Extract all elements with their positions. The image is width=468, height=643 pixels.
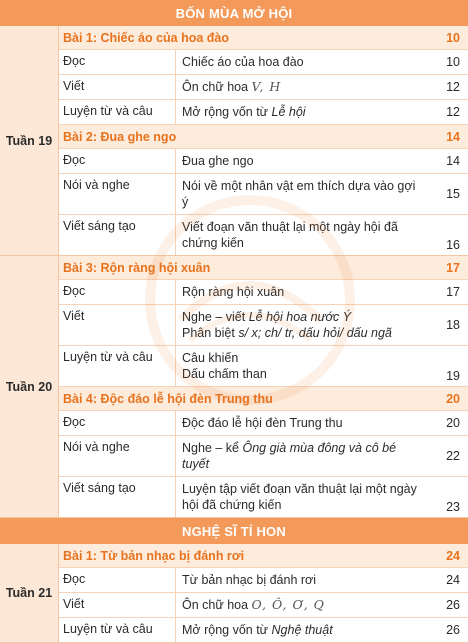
content-prefix: Ôn chữ hoa [182, 80, 249, 94]
content-text: Luyện tập viết đoạn văn thuật lại một ngày hội đã chứng kiến [182, 482, 417, 512]
content-prefix: Ôn chữ hoa [182, 598, 249, 612]
week-19-section [0, 26, 468, 256]
table-row [59, 477, 468, 517]
skill-label: Đọc [59, 411, 176, 435]
page-number: 14 [446, 129, 460, 144]
skill-label: Viết [59, 305, 176, 345]
table-row [59, 100, 468, 125]
page-number: 12 [446, 80, 460, 94]
page-number: 10 [446, 30, 460, 45]
lesson-header [59, 26, 468, 50]
skill-label: Đọc [59, 568, 176, 592]
skill-label: Luyện từ và câu [59, 618, 176, 642]
table-row [59, 215, 468, 255]
lesson-header [59, 125, 468, 149]
page-number: 20 [446, 416, 460, 430]
table-row [59, 280, 468, 305]
week-label: Tuần 21 [0, 544, 59, 642]
page-number: 17 [446, 285, 460, 299]
content-prefix: Phân biệt [182, 326, 235, 340]
content-italic: Nghệ thuật [271, 623, 333, 637]
skill-label: Nói và nghe [59, 174, 176, 214]
page-number: 16 [446, 238, 460, 252]
page-number: 26 [446, 623, 460, 637]
content-italic: Lễ hội [271, 105, 306, 119]
page-number: 19 [446, 369, 460, 383]
lesson-title: Bài 1: Chiếc áo của hoa đào [63, 30, 230, 45]
table-row [59, 618, 468, 642]
content-italic: Lễ hội hoa nước Ý [248, 310, 352, 324]
content-text [176, 346, 428, 386]
table-row [59, 411, 468, 436]
lesson-header [59, 544, 468, 568]
table-row [59, 149, 468, 174]
unit-header-nghe-si-ti-hon: NGHỆ SĨ TÍ HON [0, 518, 468, 544]
content-line: Câu khiến [182, 351, 239, 365]
table-row [59, 593, 468, 618]
skill-label: Viết [59, 75, 176, 99]
lesson-header [59, 256, 468, 280]
page-number: 14 [446, 154, 460, 168]
page-number: 22 [446, 449, 460, 463]
content-text: Độc đáo lễ hội đèn Trung thu [182, 416, 343, 430]
content-prefix: Nghe – viết [182, 310, 246, 324]
week-20-section [0, 256, 468, 518]
skill-label: Đọc [59, 280, 176, 304]
lesson-title: Bài 2: Đua ghe ngo [63, 129, 177, 144]
table-row [59, 436, 468, 477]
content-text [176, 305, 428, 345]
content-text: Nói về một nhân vật em thích dựa vào gợi ý [182, 179, 416, 209]
page-number: 18 [446, 318, 460, 332]
table-row [59, 305, 468, 346]
table-row [59, 174, 468, 215]
skill-label: Viết sáng tạo [59, 477, 176, 517]
lesson-header [59, 387, 468, 411]
table-row [59, 346, 468, 387]
handwriting-letters: O, Ô, Ơ, Q [251, 597, 325, 612]
week-label: Tuần 19 [0, 26, 59, 255]
table-row [59, 568, 468, 593]
page-number: 23 [446, 500, 460, 514]
week-label: Tuần 20 [0, 256, 59, 517]
skill-label: Đọc [59, 50, 176, 74]
content-italic: s/ x; ch/ tr, dấu hỏi/ dấu ngã [238, 326, 392, 340]
unit-header-bon-mua-mo-hoi: BỐN MÙA MỞ HỘI [0, 0, 468, 26]
page-number: 15 [446, 187, 460, 201]
content-text: Rộn ràng hội xuân [182, 285, 285, 299]
content-text [176, 100, 428, 124]
page-number: 26 [446, 598, 460, 612]
content-text [176, 436, 428, 476]
content-text [176, 75, 428, 99]
page-number: 17 [446, 260, 460, 275]
skill-label: Nói và nghe [59, 436, 176, 476]
skill-label: Viết sáng tạo [59, 215, 176, 255]
handwriting-letters: V, H [251, 79, 282, 94]
table-row [59, 75, 468, 100]
skill-label: Luyện từ và câu [59, 100, 176, 124]
content-text: Đua ghe ngo [182, 154, 254, 168]
table-row [59, 50, 468, 75]
skill-label: Đọc [59, 149, 176, 173]
week-21-section [0, 544, 468, 643]
lesson-title: Bài 4: Độc đáo lễ hội đèn Trung thu [63, 391, 273, 406]
skill-label: Viết [59, 593, 176, 617]
content-prefix: Mở rộng vốn từ [182, 623, 269, 637]
content-line: Dấu chấm than [182, 367, 267, 381]
lesson-title: Bài 1: Từ bản nhạc bị đánh rơi [63, 548, 245, 563]
page-number: 24 [446, 573, 460, 587]
page-number: 12 [446, 105, 460, 119]
content-text: Viết đoạn văn thuật lại một ngày hội đã chứng kiến [182, 220, 398, 250]
content-prefix: Mở rộng vốn từ [182, 105, 269, 119]
content-text [176, 618, 428, 642]
content-text: Chiếc áo của hoa đào [182, 55, 304, 69]
page-number: 10 [446, 55, 460, 69]
content-italic: Ông già mùa đông và cô bé tuyết [182, 441, 397, 471]
skill-label: Luyện từ và câu [59, 346, 176, 386]
content-text: Từ bản nhạc bị đánh rơi [182, 573, 317, 587]
content-prefix: Nghe – kể [182, 441, 239, 455]
content-text [176, 593, 428, 617]
page-number: 20 [446, 391, 460, 406]
lesson-title: Bài 3: Rộn ràng hội xuân [63, 260, 211, 275]
page-number: 24 [446, 548, 460, 563]
